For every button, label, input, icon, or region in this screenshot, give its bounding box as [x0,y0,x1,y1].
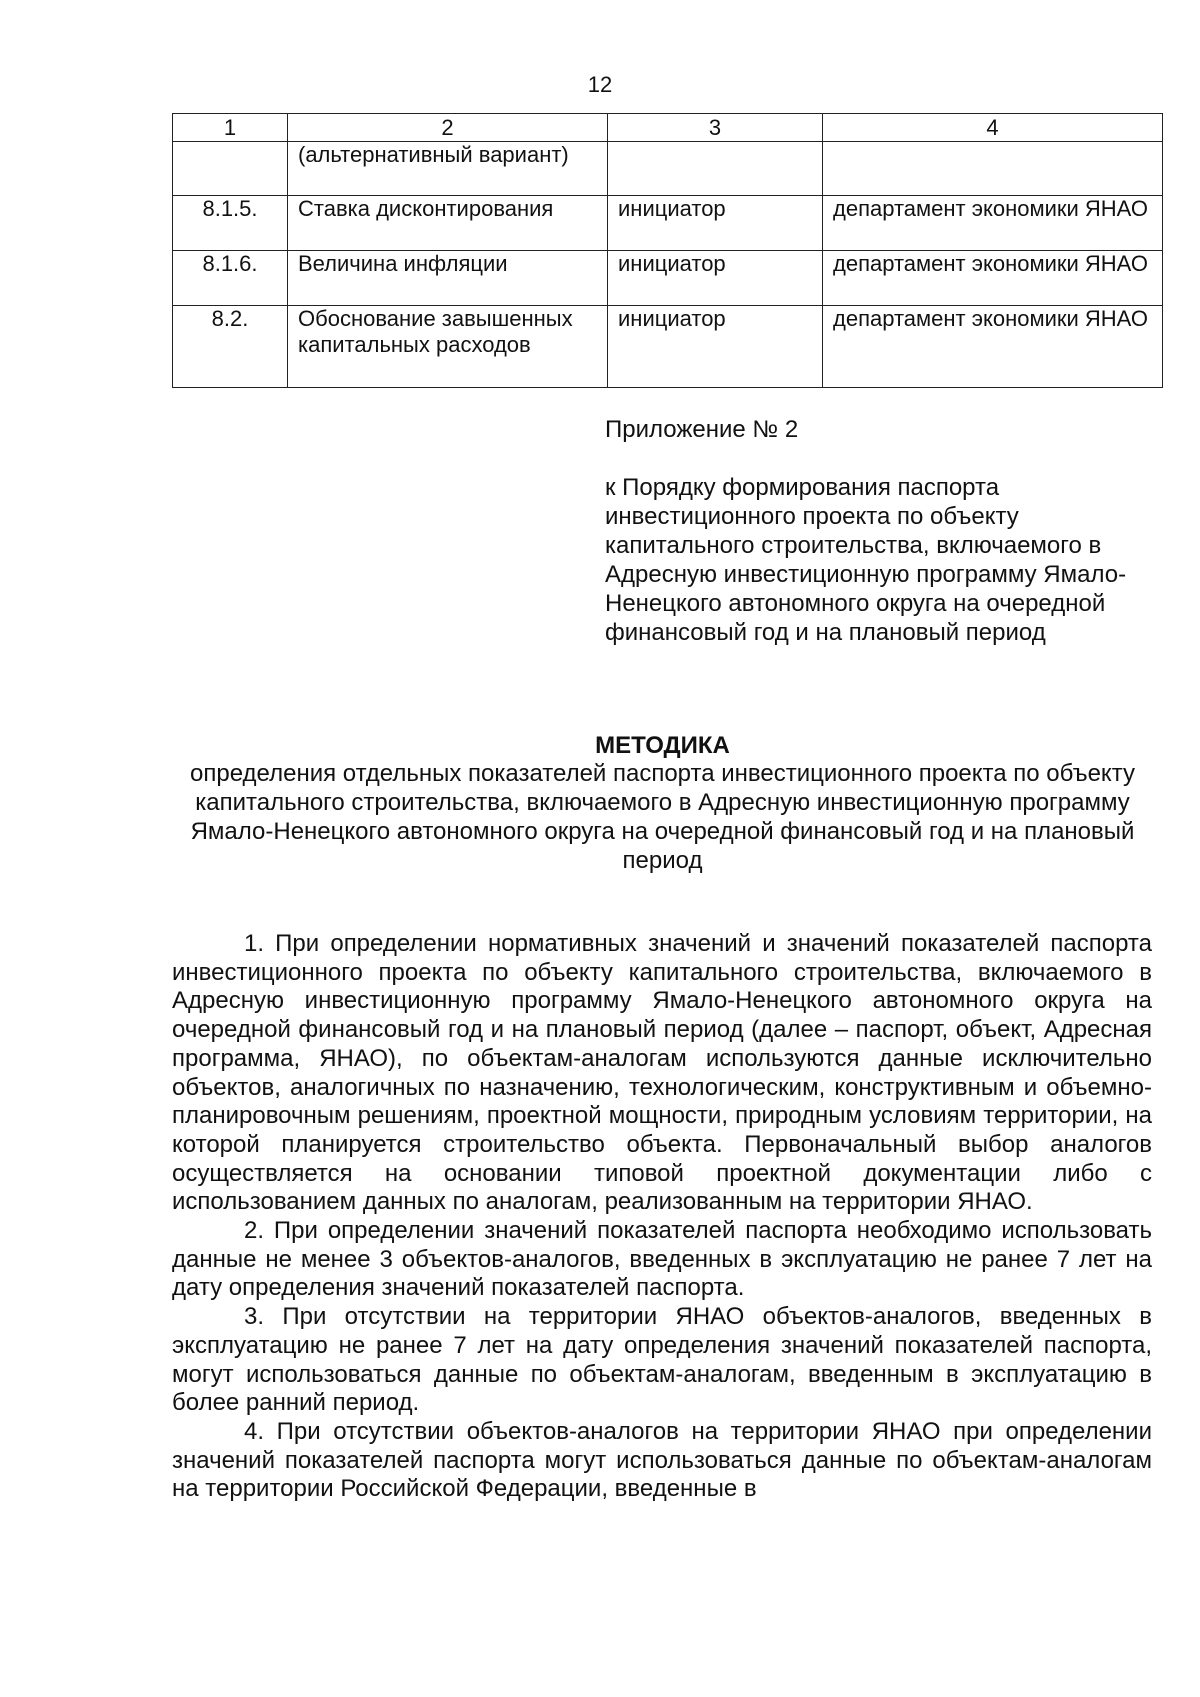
agency-cell: департамент экономики ЯНАО [823,306,1163,388]
table-header-cell: 4 [823,114,1163,142]
row-number-cell: 8.1.5. [173,196,288,251]
appendix-title: Приложение № 2 [605,416,799,443]
table-header-cell: 2 [288,114,608,142]
indicator-name-cell: Величина инфляции [288,251,608,306]
paragraph: 2. При определении значений показателей паспорта необходимо использовать данные не менее 3 объектов-аналогов, введенных в эксплуатацию не ранее 7 лет на дату определения значений показателей паспорта. [172,1217,1152,1302]
agency-cell [823,142,1163,196]
page-number: 12 [587,72,613,97]
agency-cell: департамент экономики ЯНАО [823,196,1163,251]
row-number-cell: 8.2. [173,306,288,388]
indicator-name-cell: Ставка дисконтирования [288,196,608,251]
table-row [173,306,1163,388]
responsible-cell: инициатор [608,251,823,306]
row-number-cell: 8.1.6. [173,251,288,306]
paragraph: 3. При отсутствии на территории ЯНАО объектов-аналогов, введенных в эксплуатацию не ранее 7 лет на дату определения значений показателей паспорта, могут использоваться данные по объектам-аналогам, введенным в эксплуатацию в более ранний период. [172,1303,1152,1417]
table-header-cell: 3 [608,114,823,142]
method-body [172,930,1152,1504]
agency-cell: департамент экономики ЯНАО [823,251,1163,306]
table-row [173,251,1163,306]
table-row [173,142,1163,196]
indicator-name-cell: (альтернативный вариант) [288,142,608,196]
appendix-text: к Порядку формирования паспорта инвестиционного проекта по объекту капитального строительства, включаемого в Адресную инвестиционную программу Ямало-Ненецкого автономного округа на очередной финансовый год и на плановый период [605,474,1127,646]
paragraph: 1. При определении нормативных значений и значений показателей паспорта инвестиционного проекта по объекту капитального строительства, включаемого в Адресную инвестиционную программу Ямало-Ненецкого автономного округа на очередной финансовый год и на плановый период (далее – паспорт, объект, Адресная программа, ЯНАО), по объектам-аналогам используются данные исключительно объектов, аналогичных по назначению, технологическим, конструктивным и объемно-планировочным решениям, проектной мощности, природным условиям территории, на которой планируется строительство объекта. Первоначальный выбор аналогов осуществляется на основании типовой проектной документации либо с использованием данных по аналогам, реализованным на территории ЯНАО. [172,930,1152,1216]
method-title: МЕТОДИКА [595,732,730,759]
row-number-cell [173,142,288,196]
table-header-cell: 1 [173,114,288,142]
method-subtitle: определения отдельных показателей паспорта инвестиционного проекта по объекту капитального строительства, включаемого в Адресную инвестиционную программу Ямало-Ненецкого автономного округа на очередной финансовый год и на плановый период [190,760,1135,874]
table-row [173,196,1163,251]
responsible-cell: инициатор [608,196,823,251]
indicator-name-cell: Обоснование завышенных капитальных расходов [288,306,608,388]
responsible-cell: инициатор [608,306,823,388]
table-header-row [173,114,1163,142]
indicators-table [172,113,1163,388]
paragraph: 4. При отсутствии объектов-аналогов на территории ЯНАО при определении значений показателей паспорта могут использоваться данные по объектам-аналогам на территории Российской Федерации, введенные в [172,1417,1152,1503]
responsible-cell [608,142,823,196]
